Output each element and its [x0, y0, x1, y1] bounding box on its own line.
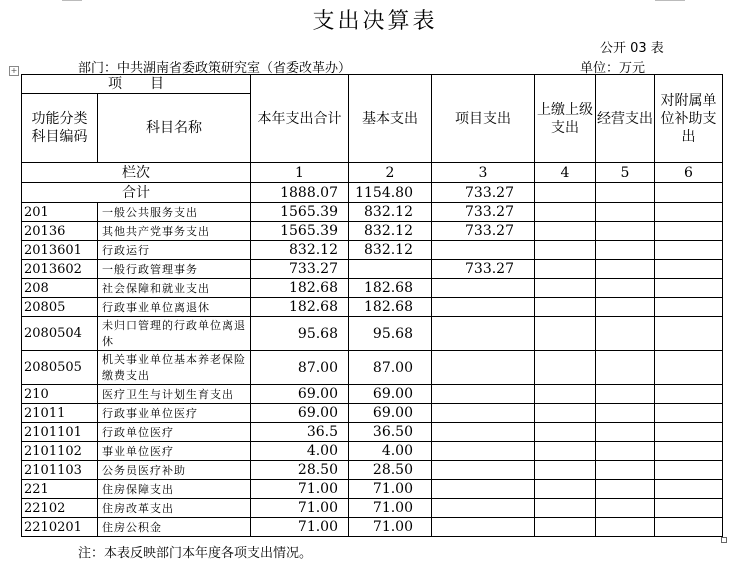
row-code: 2101101 — [22, 423, 98, 442]
row-basic: 71.00 — [349, 518, 432, 537]
empty-cell — [535, 298, 596, 317]
empty-cell — [535, 423, 596, 442]
table-row — [22, 279, 723, 298]
table-row — [22, 385, 723, 404]
row-code: 2210201 — [22, 518, 98, 537]
sum-basic: 1154.80 — [349, 183, 432, 203]
top-rule-left — [62, 0, 82, 1]
table-row — [22, 518, 723, 537]
empty-cell — [535, 279, 596, 298]
table-resize-handle[interactable] — [721, 537, 727, 543]
row-total: 69.00 — [251, 404, 349, 423]
row-basic: 36.50 — [349, 423, 432, 442]
empty-cell — [655, 203, 723, 222]
row-basic: 832.12 — [349, 222, 432, 241]
row-total: 4.00 — [251, 442, 349, 461]
header-upper: 上缴上级支出 — [535, 75, 596, 163]
col-number: 3 — [432, 163, 535, 183]
header-project-expense: 项目支出 — [432, 75, 535, 163]
row-basic — [349, 260, 432, 279]
empty-cell — [655, 183, 723, 203]
header-business: 经营支出 — [596, 75, 655, 163]
empty-cell — [596, 351, 655, 385]
table-row — [22, 241, 723, 260]
row-project: 733.27 — [432, 203, 535, 222]
row-basic: 182.68 — [349, 279, 432, 298]
row-project — [432, 279, 535, 298]
empty-cell — [655, 442, 723, 461]
row-name: 事业单位医疗 — [98, 442, 251, 461]
row-name: 住房改革支出 — [98, 499, 251, 518]
empty-cell — [535, 518, 596, 537]
empty-cell — [596, 385, 655, 404]
empty-cell — [535, 385, 596, 404]
table-row — [22, 260, 723, 279]
row-name: 住房公积金 — [98, 518, 251, 537]
row-code: 21011 — [22, 404, 98, 423]
col-number: 1 — [251, 163, 349, 183]
table-row — [22, 351, 723, 385]
row-code: 2101102 — [22, 442, 98, 461]
empty-cell — [535, 183, 596, 203]
row-name: 行政单位医疗 — [98, 423, 251, 442]
empty-cell — [655, 423, 723, 442]
empty-cell — [655, 298, 723, 317]
row-basic: 832.12 — [349, 241, 432, 260]
row-project — [432, 317, 535, 351]
col-number: 4 — [535, 163, 596, 183]
sum-total: 1888.07 — [251, 183, 349, 203]
row-name: 一般行政管理事务 — [98, 260, 251, 279]
form-number: 公开 03 表 — [600, 41, 664, 56]
row-name: 机关事业单位基本养老保险缴费支出 — [98, 351, 251, 385]
empty-cell — [655, 480, 723, 499]
row-total: 733.27 — [251, 260, 349, 279]
empty-cell — [535, 260, 596, 279]
row-basic: 71.00 — [349, 480, 432, 499]
top-rule-right — [655, 0, 685, 1]
row-name: 社会保障和就业支出 — [98, 279, 251, 298]
row-name: 医疗卫生与计划生育支出 — [98, 385, 251, 404]
row-basic: 832.12 — [349, 203, 432, 222]
empty-cell — [535, 203, 596, 222]
empty-cell — [596, 298, 655, 317]
row-code: 20136 — [22, 222, 98, 241]
empty-cell — [596, 183, 655, 203]
row-project — [432, 423, 535, 442]
table-row — [22, 442, 723, 461]
empty-cell — [655, 241, 723, 260]
empty-cell — [596, 442, 655, 461]
row-name: 未归口管理的行政单位离退休 — [98, 317, 251, 351]
empty-cell — [655, 279, 723, 298]
table-row — [22, 222, 723, 241]
row-total: 28.50 — [251, 461, 349, 480]
sum-row-label: 合计 — [22, 183, 251, 203]
row-project — [432, 298, 535, 317]
row-total: 36.5 — [251, 423, 349, 442]
row-basic: 69.00 — [349, 404, 432, 423]
row-total: 182.68 — [251, 279, 349, 298]
row-total: 87.00 — [251, 351, 349, 385]
header-subsidy: 对附属单位补助支出 — [655, 75, 723, 163]
footnote: 注：本表反映部门本年度各项支出情况。 — [78, 546, 313, 561]
table-row — [22, 480, 723, 499]
empty-cell — [535, 404, 596, 423]
row-code: 2013602 — [22, 260, 98, 279]
row-code: 221 — [22, 480, 98, 499]
col-number: 5 — [596, 163, 655, 183]
empty-cell — [596, 279, 655, 298]
empty-cell — [655, 499, 723, 518]
row-name: 其他共产党事务支出 — [98, 222, 251, 241]
empty-cell — [596, 480, 655, 499]
empty-cell — [535, 241, 596, 260]
header-subject-name: 科目名称 — [98, 94, 251, 163]
row-basic: 87.00 — [349, 351, 432, 385]
row-total: 1565.39 — [251, 203, 349, 222]
row-project — [432, 351, 535, 385]
table-row — [22, 203, 723, 222]
empty-cell — [655, 222, 723, 241]
table-row — [22, 423, 723, 442]
row-basic: 69.00 — [349, 385, 432, 404]
row-basic: 95.68 — [349, 317, 432, 351]
row-project — [432, 385, 535, 404]
row-total: 182.68 — [251, 298, 349, 317]
row-name: 行政事业单位离退休 — [98, 298, 251, 317]
empty-cell — [535, 442, 596, 461]
empty-cell — [596, 203, 655, 222]
empty-cell — [535, 480, 596, 499]
empty-cell — [596, 404, 655, 423]
row-total: 71.00 — [251, 480, 349, 499]
empty-cell — [655, 260, 723, 279]
empty-cell — [596, 518, 655, 537]
empty-cell — [655, 518, 723, 537]
empty-cell — [535, 222, 596, 241]
row-total: 69.00 — [251, 385, 349, 404]
row-basic: 4.00 — [349, 442, 432, 461]
row-project — [432, 461, 535, 480]
expenditure-table — [21, 74, 723, 537]
row-project — [432, 480, 535, 499]
header-project: 项 目 — [22, 75, 251, 94]
empty-cell — [535, 461, 596, 480]
table-row — [22, 499, 723, 518]
empty-cell — [596, 317, 655, 351]
empty-cell — [655, 461, 723, 480]
row-code: 2080504 — [22, 317, 98, 351]
empty-cell — [535, 499, 596, 518]
col-number: 2 — [349, 163, 432, 183]
row-project — [432, 442, 535, 461]
row-basic: 71.00 — [349, 499, 432, 518]
table-row — [22, 461, 723, 480]
empty-cell — [655, 404, 723, 423]
row-basic: 28.50 — [349, 461, 432, 480]
row-name: 住房保障支出 — [98, 480, 251, 499]
header-basic: 基本支出 — [349, 75, 432, 163]
empty-cell — [596, 423, 655, 442]
department-label: 部门：中共湖南省委政策研究室（省委改革办） — [78, 61, 352, 76]
unit-label: 单位：万元 — [580, 61, 646, 76]
row-code: 2101103 — [22, 461, 98, 480]
empty-cell — [596, 461, 655, 480]
row-project — [432, 404, 535, 423]
row-project: 733.27 — [432, 260, 535, 279]
row-code: 2080505 — [22, 351, 98, 385]
row-code: 208 — [22, 279, 98, 298]
page-title: 支出决算表 — [312, 9, 438, 34]
table-select-handle-icon[interactable]: + — [10, 66, 18, 75]
row-total: 71.00 — [251, 499, 349, 518]
row-total: 95.68 — [251, 317, 349, 351]
col-row-label: 栏次 — [22, 163, 251, 183]
empty-cell — [596, 222, 655, 241]
row-basic: 182.68 — [349, 298, 432, 317]
empty-cell — [596, 499, 655, 518]
empty-cell — [655, 385, 723, 404]
header-total: 本年支出合计 — [251, 75, 349, 163]
row-project — [432, 518, 535, 537]
row-code: 210 — [22, 385, 98, 404]
row-total: 71.00 — [251, 518, 349, 537]
row-project — [432, 241, 535, 260]
row-total: 832.12 — [251, 241, 349, 260]
row-code: 2013601 — [22, 241, 98, 260]
sum-project: 733.27 — [432, 183, 535, 203]
table-row — [22, 317, 723, 351]
empty-cell — [596, 241, 655, 260]
empty-cell — [535, 351, 596, 385]
empty-cell — [655, 317, 723, 351]
col-number: 6 — [655, 163, 723, 183]
row-project — [432, 499, 535, 518]
empty-cell — [655, 351, 723, 385]
row-name: 一般公共服务支出 — [98, 203, 251, 222]
row-code: 201 — [22, 203, 98, 222]
table-row — [22, 404, 723, 423]
row-total: 1565.39 — [251, 222, 349, 241]
table-row — [22, 298, 723, 317]
row-project: 733.27 — [432, 222, 535, 241]
row-code: 20805 — [22, 298, 98, 317]
row-name: 公务员医疗补助 — [98, 461, 251, 480]
header-func-code: 功能分类科目编码 — [22, 94, 98, 163]
row-name: 行政事业单位医疗 — [98, 404, 251, 423]
row-code: 22102 — [22, 499, 98, 518]
row-name: 行政运行 — [98, 241, 251, 260]
empty-cell — [535, 317, 596, 351]
empty-cell — [596, 260, 655, 279]
